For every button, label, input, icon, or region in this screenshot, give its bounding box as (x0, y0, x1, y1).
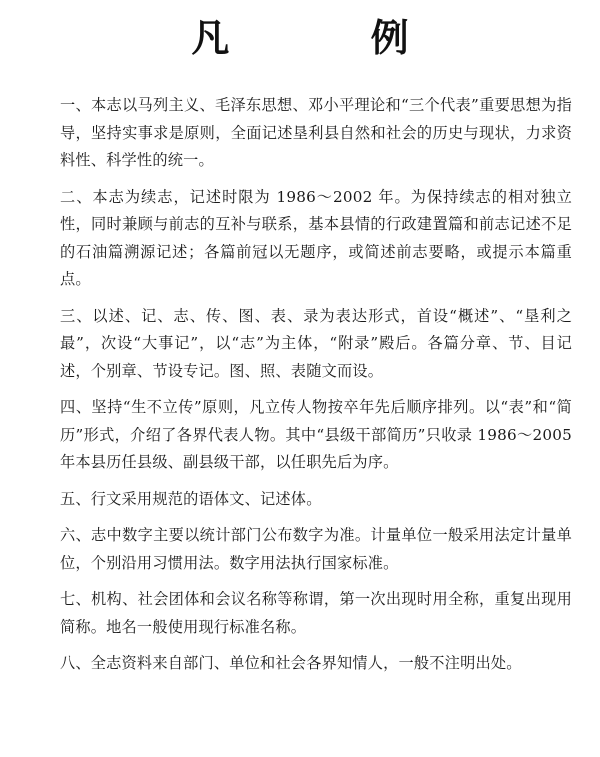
guideline-paragraph-5: 五、行文采用规范的语体文、记述体。 (60, 489, 322, 508)
guidelines-body (60, 92, 572, 687)
guideline-paragraph-1: 一、本志以马列主义、毛泽东思想、邓小平理论和“三个代表”重要思想为指导，坚持实事求是原则，全面记述垦利县自然和社会的历史与现状，力求资料性、科学性的统一。 (60, 96, 572, 169)
guideline-paragraph-7: 七、机构、社会团体和会议名称等称谓，第一次出现时用全称，重复出现用简称。地名一般使用现行标准名称。 (60, 590, 572, 636)
guideline-paragraph-3: 三、以述、记、志、传、图、表、录为表达形式，首设“概述”、“垦利之最”，次设“大事记”，以“志”为主体，“附录”殿后。各篇分章、节、目记述，个别章、节设专记。图、照、表随文而设。 (60, 306, 572, 380)
guideline-paragraph-8: 八、全志资料来自部门、单位和社会各界知情人，一般不注明出处。 (60, 654, 522, 672)
guideline-paragraph-2: 二、本志为续志，记述时限为 1986～2002 年。为保持续志的相对独立性，同时兼顾与前志的互补与联系，基本县情的行政建置篇和前志记述不足的石油篇溯源记述；各篇前冠以无题序，或简述前志要略，或提示本篇重点。 (60, 187, 572, 288)
guideline-paragraph-4: 四、坚持“生不立传”原则，凡立传人物按卒年先后顺序排列。以“表”和“简历”形式，介绍了各界代表人物。其中“县级干部简历”只收录 1986～2005 年本县历任县级、副县级干部，以任职先后为序。 (60, 398, 572, 471)
guideline-paragraph-6: 六、志中数字主要以统计部门公布数字为准。计量单位一般采用法定计量单位，个别沿用习惯用法。数字用法执行国家标准。 (60, 526, 572, 572)
page-title: 凡 例 (191, 16, 473, 60)
